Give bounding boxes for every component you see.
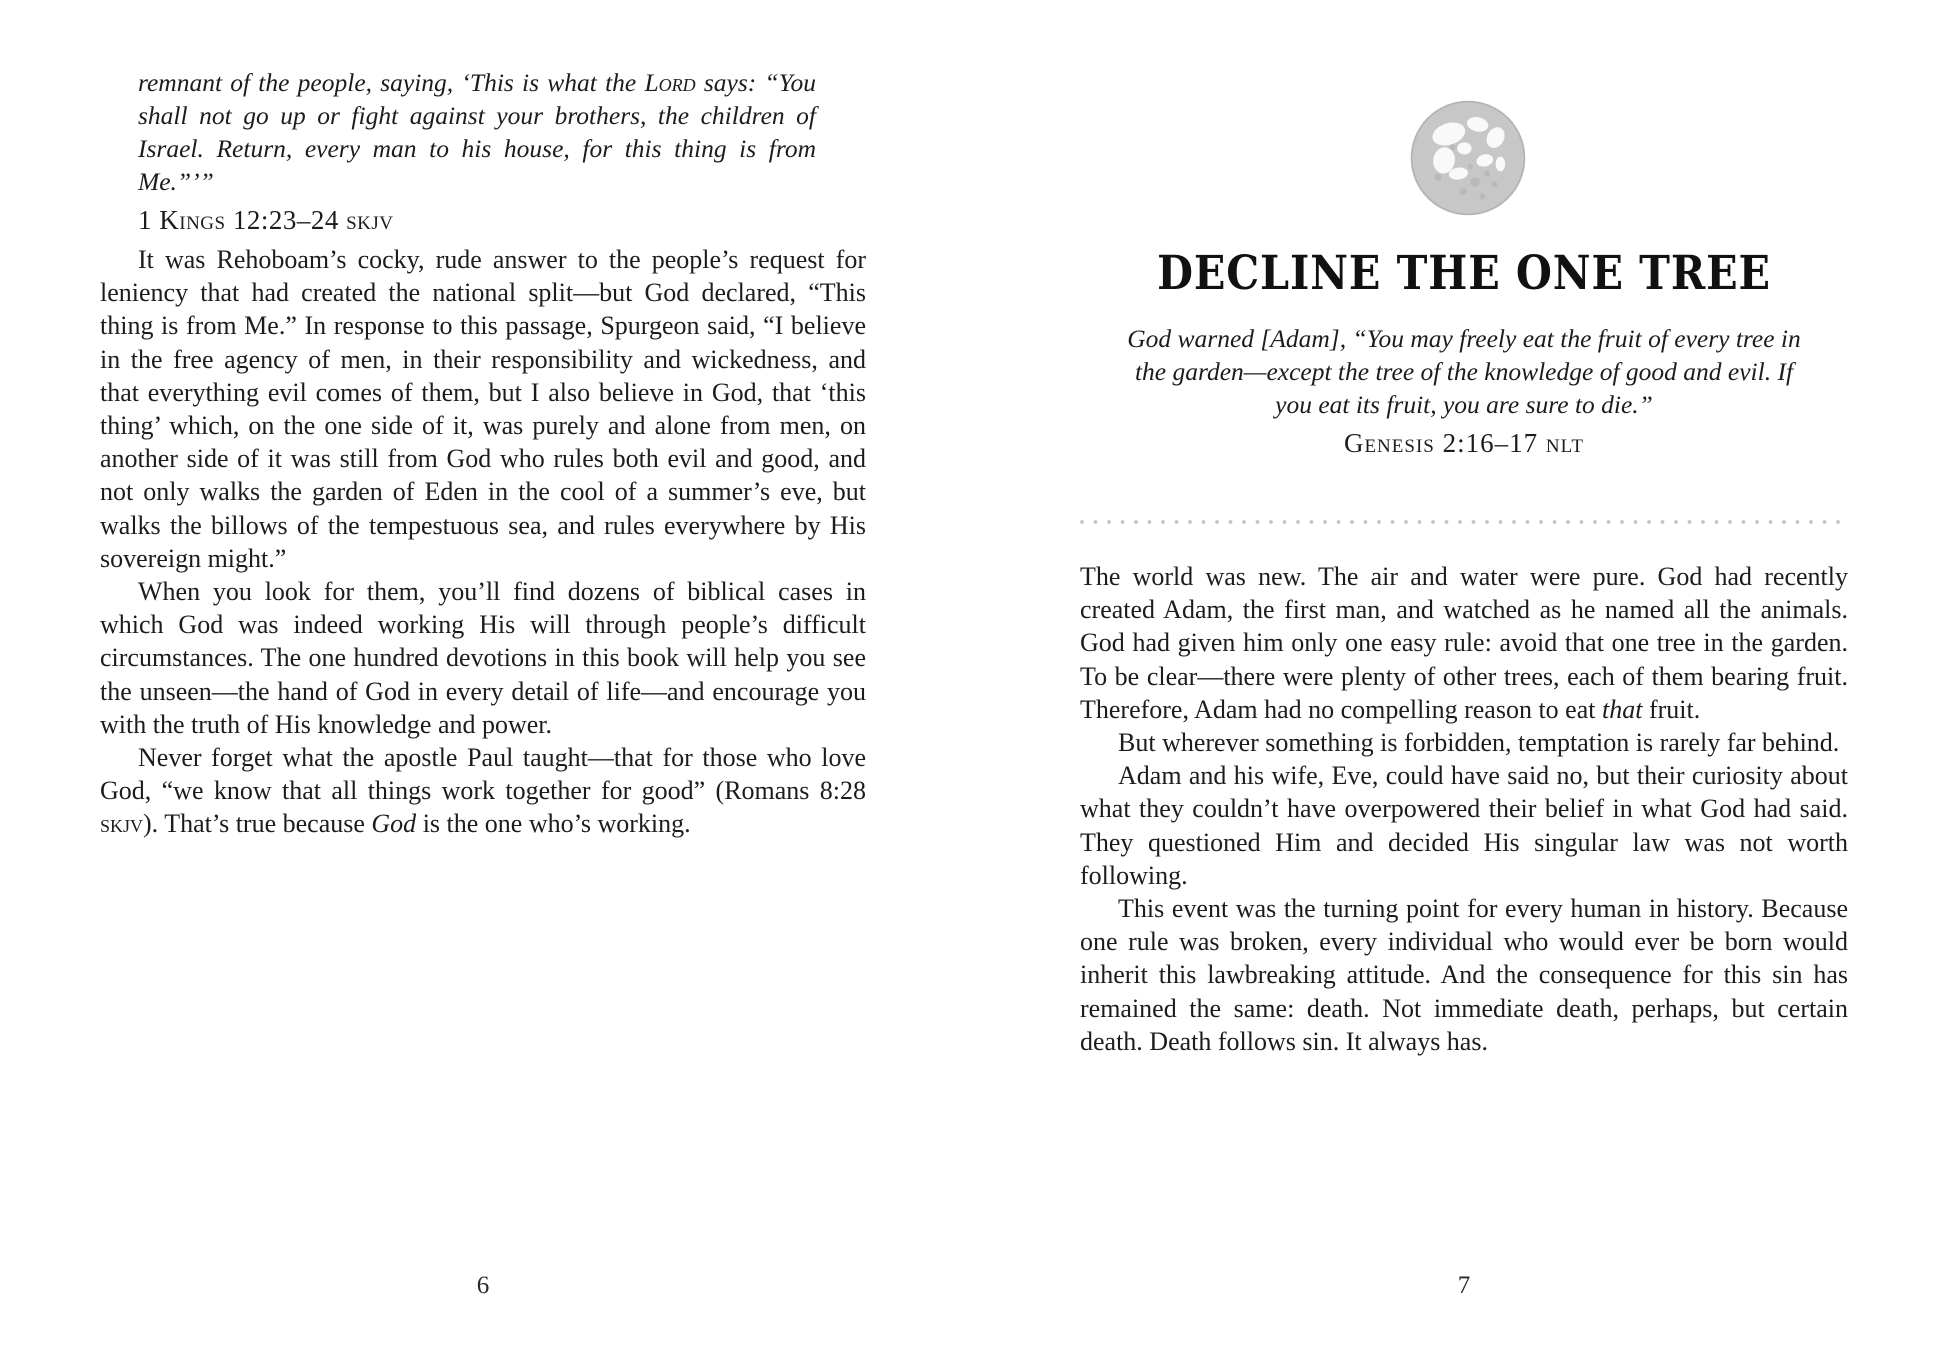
page-right xyxy=(973,0,1946,1362)
page-number-right: 7 xyxy=(1457,1272,1471,1299)
moon-icon xyxy=(1408,98,1528,218)
page-number-left: 6 xyxy=(476,1272,490,1299)
scripture-quote-text-right: God warned [Adam], “You may freely eat the fruit of every tree in the garden—except the tree of the knowledge of good and evil. If you eat its fruit, you are sure to die.” xyxy=(1127,324,1801,419)
paragraph: The world was new. The air and water were pure. God had recently created Adam, the first man, and watched as he named all the animals. God had given him only one easy rule: avoid that one tree in the garden. To be clear—there were plenty of other trees, each of them bearing fruit. Therefore, Adam had no compelling reason to eat that fruit. xyxy=(1080,562,1848,724)
paragraph: When you look for them, you’ll find dozens of biblical cases in which God was indeed working His will through people’s difficult circumstances. The one hundred devotions in this book will help you see the unseen—the hand of God in every detail of life—and encourage you with the truth of His knowledge and power. xyxy=(100,577,866,739)
scripture-citation-right: Genesis 2:16–17 nlt xyxy=(1343,428,1585,458)
scripture-citation-left: 1 Kings 12:23–24 skjv xyxy=(138,205,394,235)
scripture-quote-block-left xyxy=(138,66,816,237)
scripture-quote-text-left: remnant of the people, saying, ‘This is what the Lord says: “You shall not go up or fight against your brothers, the children of Israel. Return, every man to his house, for this thing is from Me.”’” xyxy=(138,68,816,196)
paragraph: But wherever something is forbidden, temptation is rarely far behind. xyxy=(1118,728,1840,758)
paragraph: This event was the turning point for every human in history. Because one rule was broken, every individual who would ever be born would inherit this lawbreaking attitude. And the consequence for this sin has remained the same: death. Not immediate death, perhaps, but certain death. Death follows sin. It always has. xyxy=(1080,894,1848,1056)
scripture-quote-block-right xyxy=(1119,322,1809,460)
chapter-title: DECLINE THE ONE TREE xyxy=(1157,246,1771,301)
dotted-divider xyxy=(1080,519,1848,525)
paragraph: Adam and his wife, Eve, could have said no, but their curiosity about what they couldn’t have overpowered their belief in what God had said. They questioned Him and decided His singular law was not worth following. xyxy=(1080,761,1848,890)
paragraph: Never forget what the apostle Paul taught—that for those who love God, “we know that all things work together for good” (Romans 8:28 skjv). That’s true because God is the one who’s working. xyxy=(100,743,866,839)
body-text-left xyxy=(100,243,866,841)
page-number-left-container xyxy=(0,1272,966,1300)
paragraph: It was Rehoboam’s cocky, rude answer to the people’s request for leniency that had created the national split—but God declared, “This thing is from Me.” In response to this passage, Spurgeon said, “I believe in the free agency of men, in their responsibility and wickedness, and that everything evil comes of them, but I also believe in God, that ‘this thing’ which, on the one side of it, was purely and alone from men, on another side of it was still from God who rules both evil and good, and not only walks the garden of Eden in the cool of a summer’s eve, but walks the billows of the tempestuous sea, and rules everywhere by His sovereign might.” xyxy=(100,245,866,573)
body-text-right xyxy=(1080,560,1848,1058)
